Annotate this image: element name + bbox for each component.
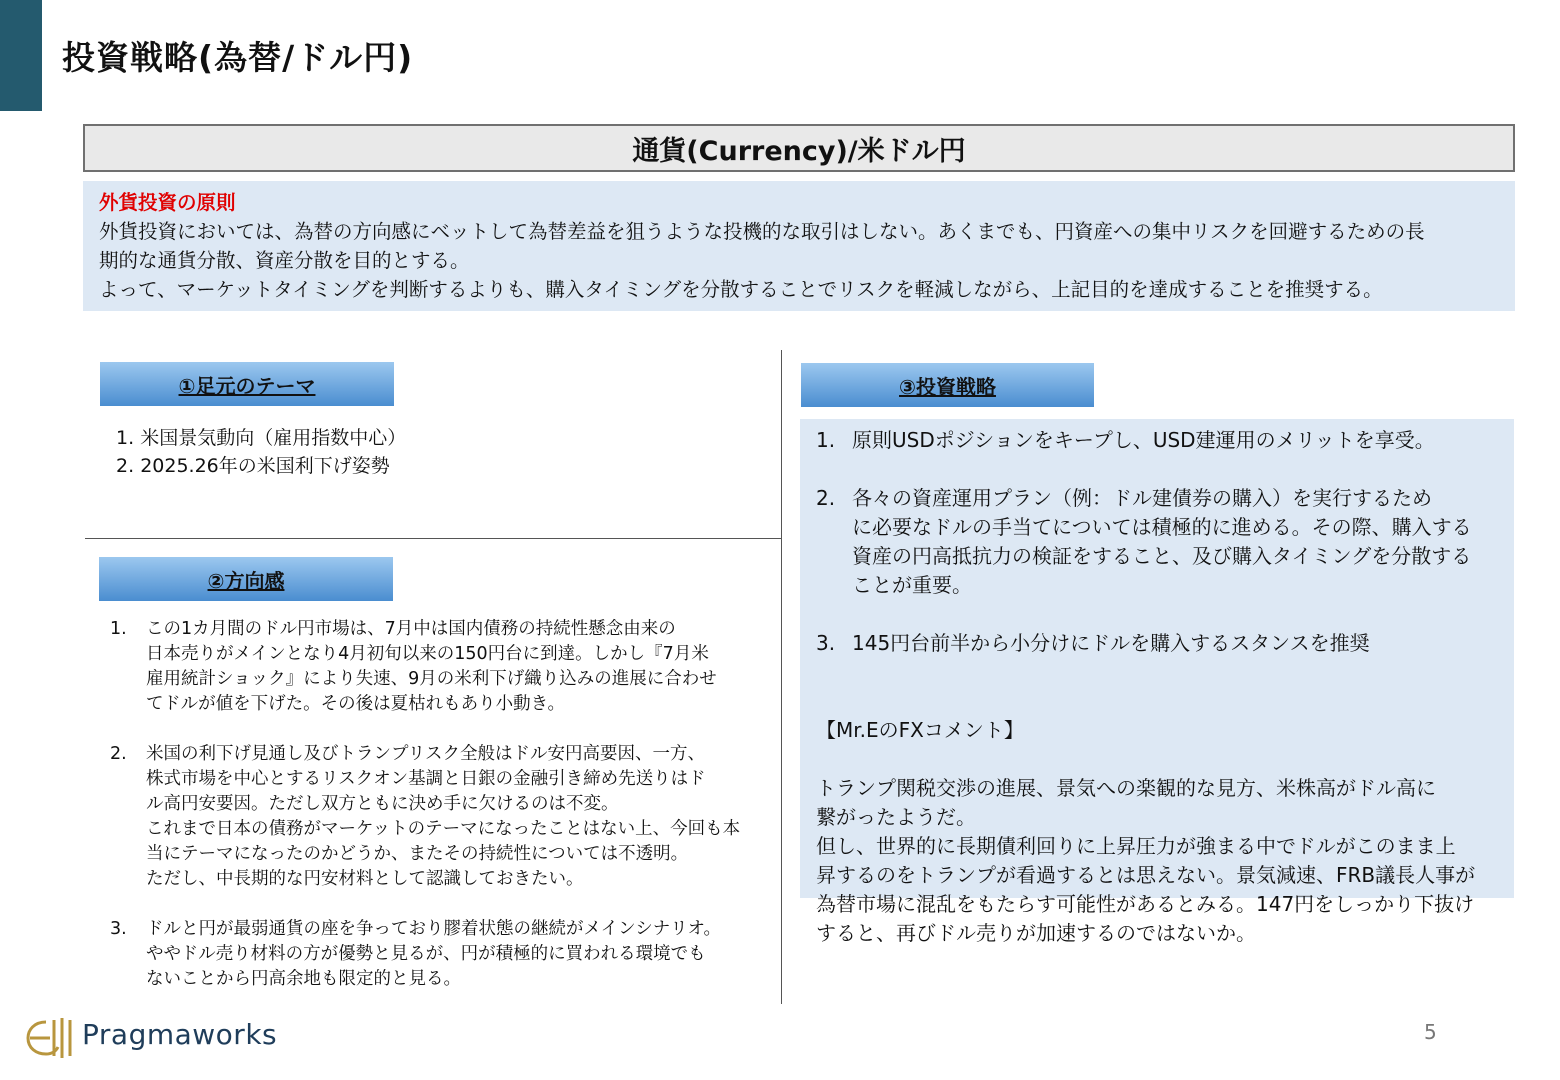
list-item: 1. 米国景気動向（雇用指数中心） [116,427,407,449]
left-row-divider [85,538,782,539]
brand-name: Pragmaworks [82,1018,278,1051]
page-number: 5 [1424,1020,1437,1044]
direction-label: ②方向感 [99,557,393,601]
principle-box [83,181,1515,311]
themes-label: ①足元のテーマ [100,362,394,406]
brand-logo-icon [24,1016,74,1060]
list-item: 1. この1カ月間のドル円市場は、7月中は国内債務の持続性懸念由来の 日本売りがメインとなり4月初旬以来の150円台に到達。しかし『7月米 雇用統計ショック』により失速、9月の米利下げ織り込みの進展に合わせ てドルが値を下げた。その後は夏枯れもあり小動き。 [110,619,717,714]
direction-list [110,617,750,1017]
themes-list [116,424,406,480]
list-item: 3. ドルと円が最弱通貨の座を争っており膠着状態の継続がメインシナリオ。 ややドル売り材料の方が優勢と見るが、円が積極的に買われる環境でも ないことから円高余地も限定的と見る。 [110,919,721,989]
list-item: 2. 2025.26年の米国利下げ姿勢 [116,455,390,477]
title-accent-bar [0,0,42,111]
list-item: 2. 各々の資産運用プラン（例：ドル建債券の購入）を実行するため に必要なドルの手当てについては積極的に進める。その際、購入する 資産の円高抵抗力の検証をすること、及び購入タイミングを分散する ことが重要。 [816,486,1472,597]
strategy-label: ③投資戦略 [801,363,1094,407]
page-title: 投資戦略(為替/ドル円) [62,38,414,77]
list-item: 2. 米国の利下げ見通し及びトランプリスク全般はドル安円高要因、一方、 株式市場を中心とするリスクオン基調と日銀の金融引き締め先送りはド ル高円安要因。ただし双方ともに決め手に欠けるのは不変。 これまで日本の債務がマーケットのテーマになったことはない上、今回も本 当にテーマになったのかどうか、またその持続性については不透明。 ただし、中長期的な円安材料として認識しておきたい。 [110,744,741,889]
fx-comment [816,687,1506,977]
list-item: 1. 原則USDポジションをキープし、USD建運用のメリットを享受。 [816,428,1435,452]
list-item: 3. 145円台前半から小分けにドルを購入するスタンスを推奨 [816,631,1370,655]
currency-section-header: 通貨(Currency)/米ドル円 [83,124,1515,172]
principle-title: 外貨投資の原則 [99,191,236,214]
fx-comment-text: トランプ関税交渉の進展、景気への楽観的な見方、米株高がドル高に 繋がったようだ。 但し、世界的に長期債利回りに上昇圧力が強まる中でドルがこのまま上 昇するのをトランプが看過するとは思えない。景気減速、FRB議長人事が 為替市場に混乱をもたらす可能性があるとみる。147円をしっかり下抜け すると、再びドル売りが加速するのではないか。 [816,776,1476,945]
strategy-list [816,426,1506,687]
principle-text: 外貨投資においては、為替の方向感にベットして為替差益を狙うような投機的な取引はしない。あくまでも、円資産への集中リスクを回避するための長 期的な通貨分散、資産分散を目的とする。 よって、マーケットタイミングを判断するよりも、購入タイミングを分散することでリスクを軽減しながら、上記目的を達成することを推奨する。 [99,220,1425,301]
column-divider [781,350,782,1004]
fx-comment-title: 【Mr.EのFXコメント】 [816,718,1024,742]
